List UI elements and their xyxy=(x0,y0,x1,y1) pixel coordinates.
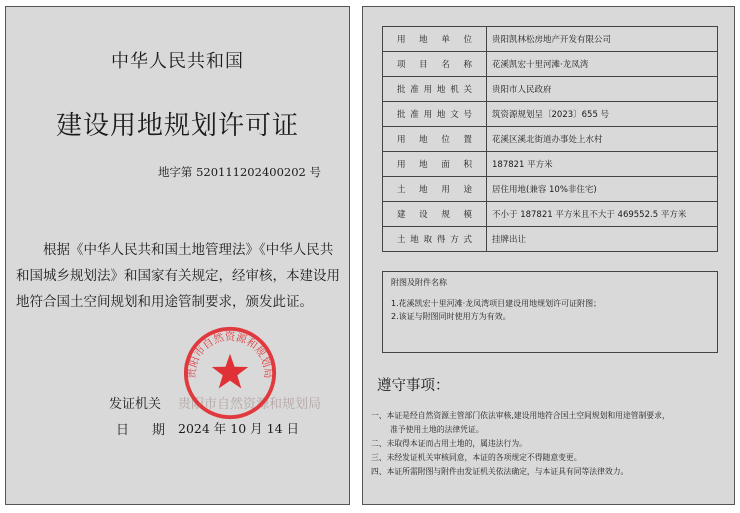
table-row xyxy=(383,127,718,152)
table-row xyxy=(383,152,718,177)
certificate-title: 建设用地规划许可证 xyxy=(55,111,299,141)
land-info-table xyxy=(382,26,718,252)
attachments-box xyxy=(382,271,718,353)
attachment-item-2: 2.该证与附图同时使用方为有效。 xyxy=(391,312,511,321)
issuer-label: 发证机关 xyxy=(109,397,162,412)
row-value: 筑资源规划呈〔2023〕655 号 xyxy=(487,102,718,127)
table-row xyxy=(383,202,718,227)
row-value: 挂牌出让 xyxy=(487,227,718,252)
certificate-front-page xyxy=(5,6,350,505)
row-label: 土地用途 xyxy=(383,177,487,202)
notice-item-1: 一、本证是经自然资源主管部门依法审核,建设用地符合国土空间规划和用途管制要求， xyxy=(371,411,670,420)
statement-line-2: 和国城乡规划法》和国家有关规定，经审核，本建设用 xyxy=(16,268,340,284)
statement-line-3: 地符合国土空间规划和用途管制要求，颁发此证。 xyxy=(16,294,313,310)
table-row xyxy=(383,177,718,202)
notice-heading: 遵守事项： xyxy=(377,378,450,394)
row-label: 建设规模 xyxy=(383,202,487,227)
row-label: 批准用地文号 xyxy=(383,102,487,127)
row-label: 用地面积 xyxy=(383,152,487,177)
notice-item-3: 三、未经发证机关审核同意，本证的各项规定不得随意变更。 xyxy=(371,453,582,462)
row-value: 贵阳市人民政府 xyxy=(487,77,718,102)
row-value: 187821 平方米 xyxy=(487,152,718,177)
row-value: 花溪区溪北街道办事处上水村 xyxy=(487,127,718,152)
table-row xyxy=(383,227,718,252)
certificate-number: 地字第 520111202400202 号 xyxy=(157,165,321,179)
attachment-item-1: 1.花溪凯宏十里河滩·龙凤湾项目建设用地规划许可证附图； xyxy=(391,299,602,308)
row-label: 批准用地机关 xyxy=(383,77,487,102)
notice-item-4: 四、本证所需附图与附件由发证机关依法确定，与本证具有同等法律效力。 xyxy=(371,467,629,476)
notice-item-1-continued: 准予使用土地的法律凭证。 xyxy=(390,425,484,434)
row-value: 居住用地(兼容 10%非住宅) xyxy=(487,177,718,202)
row-label: 用地单位 xyxy=(383,27,487,52)
attachments-title: 附图及附件名称 xyxy=(391,278,447,287)
row-label: 土地取得方式 xyxy=(383,227,487,252)
certificate-details-page xyxy=(362,6,735,505)
table-row xyxy=(383,102,718,127)
certification-statement xyxy=(16,237,346,315)
row-label: 项目名称 xyxy=(383,52,487,77)
row-label: 用地位置 xyxy=(383,127,487,152)
official-seal-icon xyxy=(182,325,278,421)
row-value: 不小于 187821 平方米且不大于 469552.5 平方米 xyxy=(487,202,718,227)
row-value: 贵阳凯林松房地产开发有限公司 xyxy=(487,27,718,52)
seal-ring-text: 贵阳市自然资源和规划局 xyxy=(186,331,274,379)
row-value: 花溪凯宏十里河滩·龙凤湾 xyxy=(487,52,718,77)
date-label: 日期 xyxy=(116,423,189,438)
statement-line-1: 根据《中华人民共和国土地管理法》《中华人民共 xyxy=(43,242,334,258)
country-name: 中华人民共和国 xyxy=(111,51,244,72)
issue-date: 2024 年 10 月 14 日 xyxy=(178,421,299,436)
table-row xyxy=(383,77,718,102)
issuing-authority: 贵阳市自然资源和规划局 xyxy=(178,397,322,412)
notice-item-2: 二、未取得本证而占用土地的，属违法行为。 xyxy=(371,439,527,448)
table-row xyxy=(383,27,718,52)
notice-list xyxy=(371,409,731,479)
table-row xyxy=(383,52,718,77)
